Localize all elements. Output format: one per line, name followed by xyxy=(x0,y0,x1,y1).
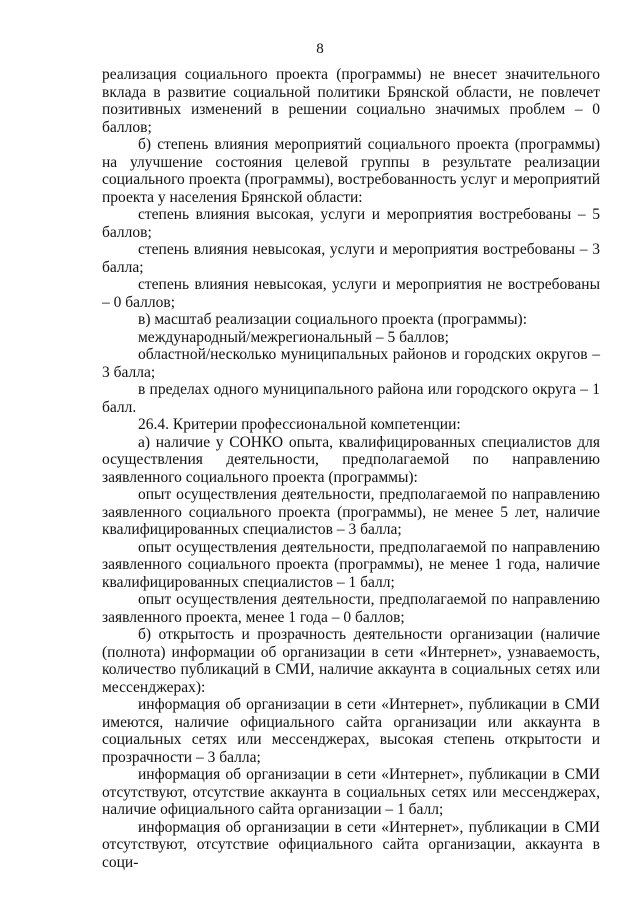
paragraph: в пределах одного муниципального района или городского округа – 1 балл. xyxy=(102,381,600,416)
paragraph: опыт осуществления деятельности, предполагаемой по направлению заявленного социального проекта (программы), не менее 5 лет, наличие квалифицированных специалистов – 3 балла; xyxy=(102,486,600,538)
paragraph: международный/межрегиональный – 5 баллов; xyxy=(138,328,449,346)
paragraph: информация об организации в сети «Интернет», публикации в СМИ отсутствуют, отсутствие официального сайта организации, аккаунта в соци- xyxy=(102,818,600,871)
document-body xyxy=(102,66,600,871)
paragraph: информация об организации в сети «Интернет», публикации в СМИ отсутствуют, отсутствие аккаунта в социальных сетях или мессенджерах, наличие официального сайта организации – 1 балл; xyxy=(102,766,600,818)
paragraph: степень влияния невысокая, услуги и мероприятия не востребованы – 0 баллов; xyxy=(102,276,600,311)
paragraph: степень влияния высокая, услуги и мероприятия востребованы – 5 баллов; xyxy=(102,206,600,241)
paragraph: а) наличие у СОНКО опыта, квалифицированных специалистов для осуществления деятельности, предполагаемой по направлению заявленного социального проекта (программы): xyxy=(102,433,600,486)
paragraph: в) масштаб реализации социального проекта (программы): xyxy=(138,311,528,328)
paragraph: информация об организации в сети «Интернет», публикации в СМИ имеются, наличие официального сайта организации или аккаунта в социальных сетях или мессенджерах, высокая степень открытости и прозрачности – 3 балла; xyxy=(102,696,600,766)
paragraph: опыт осуществления деятельности, предполагаемой по направлению заявленного социального проекта (программы), не менее 1 года, наличие квалифицированных специалистов – 1 балл; xyxy=(102,538,600,591)
paragraph: б) степень влияния мероприятий социального проекта (программы) на улучшение состояния целевой группы в результате реализации социального проекта (программы), востребованность услуг и мероприятий проекта у населения Брянской области: xyxy=(102,136,600,206)
paragraph: реализация социального проекта (программы) не внесет значительного вклада в развитие социальной политики Брянской области, не повлечет позитивных изменений в решении социально значимых проблем – 0 баллов; xyxy=(102,66,600,136)
paragraph: б) открытость и прозрачность деятельности организации (наличие (полнота) информации об организации в сети «Интернет», узнаваемость, количество публикаций в СМИ, наличие аккаунта в социальных сетях или мессенджерах): xyxy=(102,626,600,696)
page-number: 8 xyxy=(316,41,324,57)
paragraph: степень влияния невысокая, услуги и мероприятия востребованы – 3 балла; xyxy=(102,241,600,276)
paragraph: областной/несколько муниципальных районов и городских округов – 3 балла; xyxy=(102,346,600,381)
paragraph: опыт осуществления деятельности, предполагаемой по направлению заявленного проекта, менее 1 года – 0 баллов; xyxy=(102,591,600,626)
section-heading: 26.4. Критерии профессиональной компетенции: xyxy=(138,416,461,433)
